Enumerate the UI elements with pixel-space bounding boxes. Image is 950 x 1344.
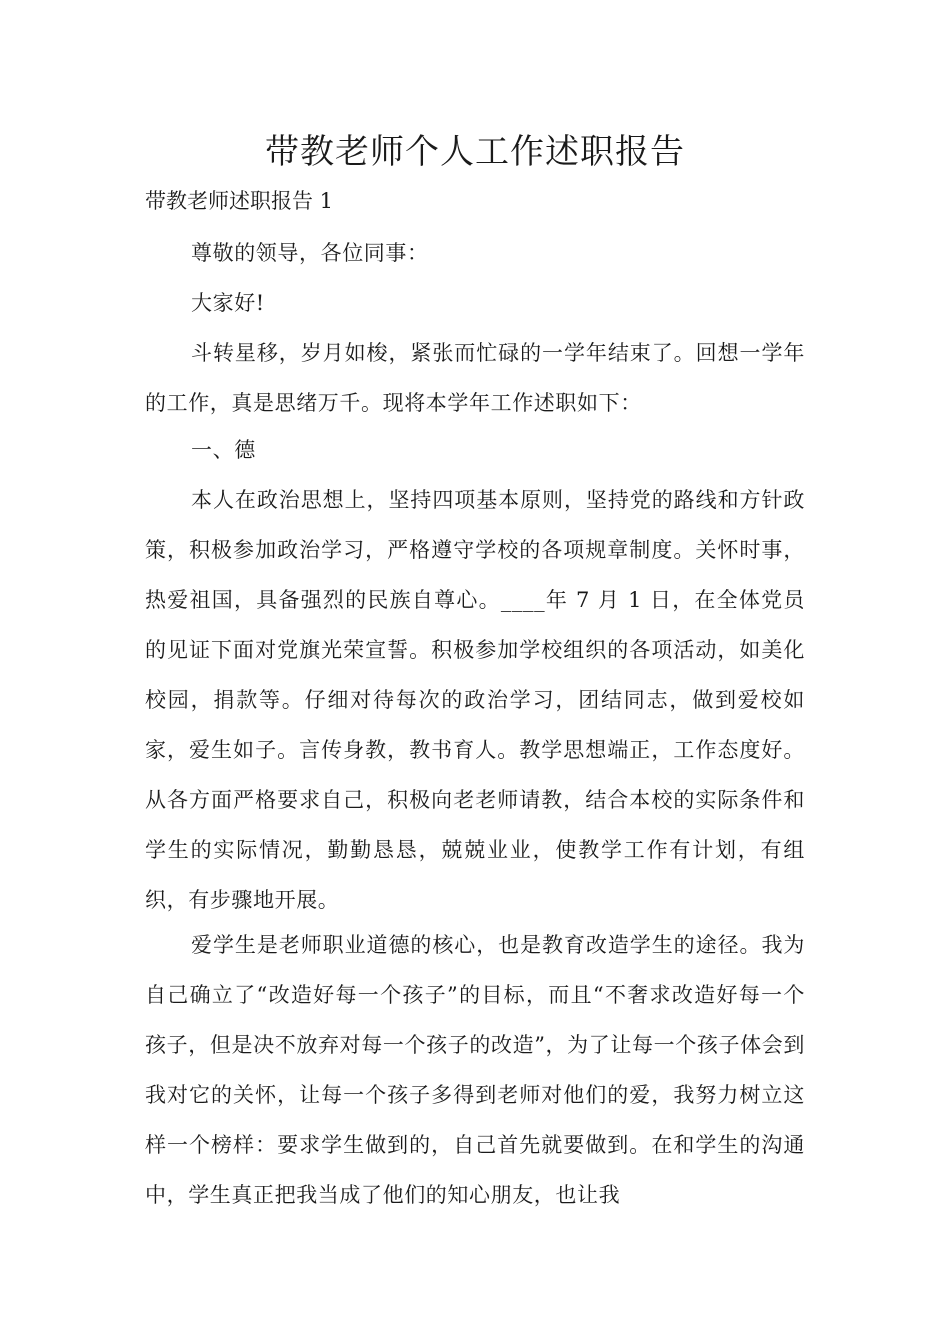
document-subtitle: 带教老师述职报告 1: [145, 189, 334, 213]
intro-paragraph: 斗转星移，岁月如梭，紧张而忙碌的一学年结束了。回想一学年的工作，真是思绪万千。现将本学年工作述职如下：: [145, 341, 805, 415]
body-paragraph-love-students: 爱学生是老师职业道德的核心，也是教育改造学生的途径。我为自己确立了“改造好每一个孩子”的目标，而且“不奢求改造好每一个孩子，但是决不放弃对每一个孩子的改造”，为了让每一个孩子体会到我对它的关怀，让每一个孩子多得到老师对他们的爱，我努力树立这样一个榜样：要求学生做到的，自己首先就要做到。在和学生的沟通中，学生真正把我当成了他们的知心朋友，也让我: [145, 933, 805, 1207]
greeting-paragraph: 尊敬的领导，各位同事：: [191, 241, 429, 265]
body-paragraph-politics: 本人在政治思想上，坚持四项基本原则，坚持党的路线和方针政策，积极参加政治学习，严格遵守学校的各项规章制度。关怀时事，热爱祖国，具备强烈的民族自尊心。____年 7 月 1 日，在全体党员的见证下面对党旗光荣宣誓。积极参加学校组织的各项活动，如美化校园，捐款等。仔细对待每次的政治学习，团结同志，做到爱校如家，爱生如子。言传身教，教书育人。教学思想端正，工作态度好。从各方面严格要求自己，积极向老老师请教，结合本校的实际条件和学生的实际情况，勤勤恳恳，兢兢业业，使教学工作有计划，有组织，有步骤地开展。: [145, 488, 805, 912]
document-title: 带教老师个人工作述职报告: [265, 132, 685, 172]
section-heading-de: 一、德: [191, 438, 256, 462]
salutation-paragraph: 大家好!: [191, 291, 265, 315]
